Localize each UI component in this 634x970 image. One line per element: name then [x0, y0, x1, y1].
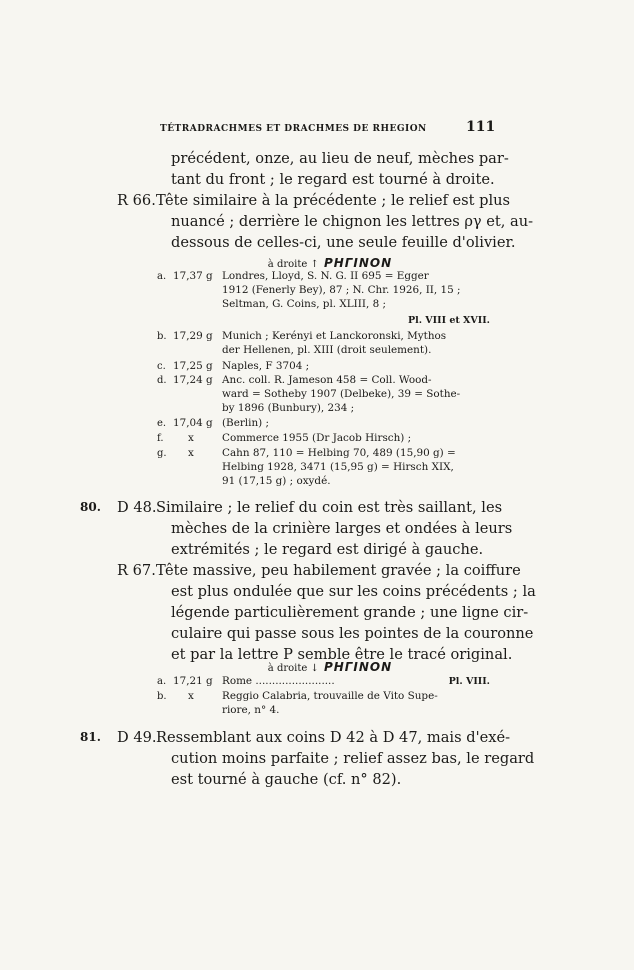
- text-line: est tourné à gauche (cf. n° 82).: [171, 771, 402, 788]
- legend-direction: à droite ↓: [267, 663, 319, 674]
- specimen-letter: e.: [157, 418, 167, 429]
- specimen-weight: 17,29 g: [173, 330, 213, 342]
- text-line: culaire qui passe sous les pointes de la couronne: [171, 625, 534, 642]
- die-label: D 48.: [117, 499, 157, 516]
- die-label: R 67.: [117, 562, 156, 579]
- specimen-text: Rome ........................: [222, 675, 335, 687]
- specimen-text: Munich ; Kerényi et Lanckoronski, Mythos: [222, 330, 447, 342]
- specimen-letter: f.: [157, 433, 164, 444]
- text-line: légende particulièrement grande ; une ligne cir-: [171, 604, 529, 621]
- specimen-text: 1912 (Fenerly Bey), 87 ; N. Chr. 1926, II, 15 ;: [222, 284, 461, 296]
- specimen-text: Londres, Lloyd, S. N. G. II 695 = Egger: [222, 270, 429, 282]
- specimen-text: Reggio Calabria, trouvaille de Vito Supe-: [222, 690, 438, 702]
- specimen-text: Anc. coll. R. Jameson 458 = Coll. Wood-: [222, 374, 432, 386]
- text-line: cution moins parfaite ; relief assez bas, le regard: [171, 750, 535, 767]
- specimen-weight: 17,21 g: [173, 675, 213, 687]
- plate-reference: Pl. VIII.: [448, 676, 490, 687]
- page-number: 111: [466, 119, 496, 135]
- specimen-text: ward = Sotheby 1907 (Delbeke), 39 = Sothe-: [222, 388, 461, 400]
- text-line: et par la lettre P semble être le tracé original.: [171, 646, 513, 663]
- specimen-text: Seltman, G. Coins, pl. XLIII, 8 ;: [222, 298, 387, 310]
- specimen-letter: b.: [157, 331, 167, 342]
- specimen-weight: x: [188, 432, 194, 444]
- text-line: tant du front ; le regard est tourné à droite.: [171, 171, 495, 188]
- text-line: mèches de la crinière larges et ondées à leurs: [171, 520, 513, 537]
- specimen-text: (Berlin) ;: [222, 417, 270, 429]
- legend-text: PHΓINON: [323, 256, 393, 270]
- specimen-text: Commerce 1955 (Dr Jacob Hirsch) ;: [222, 432, 412, 444]
- specimen-letter: b.: [157, 691, 167, 702]
- entry-number: 80.: [80, 500, 101, 514]
- specimen-weight: x: [188, 690, 194, 702]
- specimen-weight: x: [188, 447, 194, 459]
- text-line: Tête similaire à la précédente ; le relief est plus: [156, 192, 511, 209]
- specimen-text: Helbing 1928, 3471 (15,95 g) = Hirsch XIX,: [222, 461, 454, 473]
- text-line: dessous de celles-ci, une seule feuille d'olivier.: [171, 234, 516, 251]
- text-line: nuancé ; derrière le chignon les lettres ργ et, au-: [171, 213, 534, 230]
- specimen-weight: 17,37 g: [173, 270, 213, 282]
- specimen-text: by 1896 (Bunbury), 234 ;: [222, 402, 355, 414]
- text-line: extrémités ; le regard est dirigé à gauche.: [171, 541, 484, 558]
- specimen-letter: a.: [157, 271, 167, 282]
- running-title: TÉTRADRACHMES ET DRACHMES DE RHEGION: [160, 124, 427, 134]
- text-line: précédent, onze, au lieu de neuf, mèches par-: [171, 150, 509, 167]
- specimen-text: der Hellenen, pl. XIII (droit seulement).: [222, 344, 432, 356]
- die-label: D 49.: [117, 729, 157, 746]
- specimen-text: riore, n° 4.: [222, 704, 280, 716]
- legend-line: [150, 252, 510, 271]
- plate-reference: Pl. VIII et XVII.: [407, 315, 490, 326]
- specimen-letter: a.: [157, 676, 167, 687]
- text-line: Tête massive, peu habilement gravée ; la coiffure: [156, 562, 521, 579]
- specimen-text: 91 (17,15 g) ; oxydé.: [222, 475, 331, 487]
- specimen-weight: 17,04 g: [173, 417, 213, 429]
- specimen-text: Cahn 87, 110 = Helbing 70, 489 (15,90 g) =: [222, 447, 456, 459]
- specimen-text: Naples, F 3704 ;: [222, 360, 310, 372]
- legend-direction: à droite ↑: [267, 259, 319, 270]
- specimen-letter: g.: [157, 448, 167, 459]
- die-label: R 66.: [117, 192, 156, 209]
- specimen-weight: 17,25 g: [173, 360, 213, 372]
- text-line: Ressemblant aux coins D 42 à D 47, mais d'exé-: [156, 729, 511, 746]
- specimen-letter: d.: [157, 375, 167, 386]
- text-line: Similaire ; le relief du coin est très saillant, les: [156, 499, 503, 516]
- legend-text: PHΓINON: [323, 660, 393, 674]
- specimen-letter: c.: [157, 361, 166, 372]
- entry-number: 81.: [80, 730, 101, 744]
- specimen-weight: 17,24 g: [173, 374, 213, 386]
- text-line: est plus ondulée que sur les coins précédents ; la: [171, 583, 536, 600]
- legend-line: [150, 656, 510, 675]
